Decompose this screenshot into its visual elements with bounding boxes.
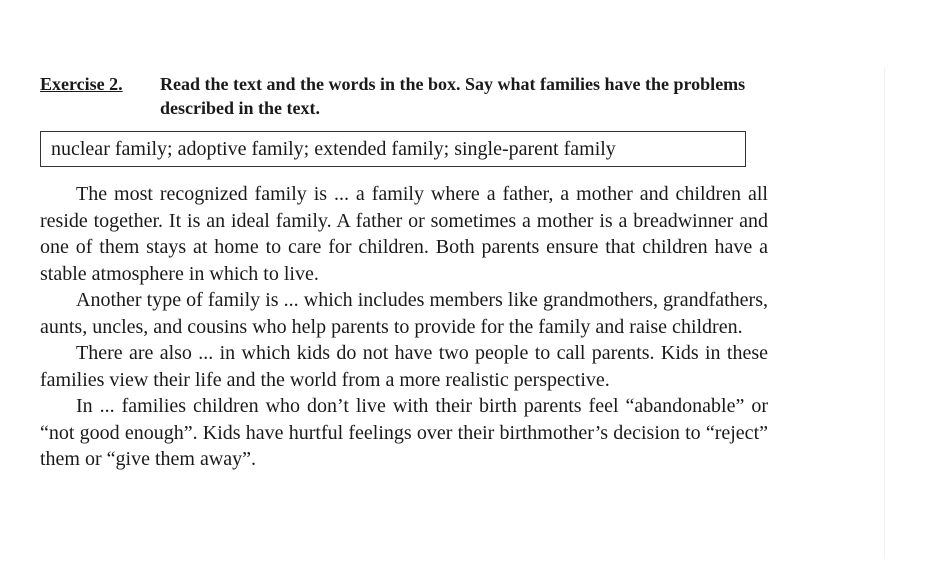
exercise-header bbox=[40, 72, 768, 120]
paragraph-extended: Another type of family is ... which includes members like grandmothers, grandfathers, aunts, uncles, and cousins who help parents to provide for the family and raise children. bbox=[40, 289, 768, 338]
paragraph-single-parent: There are also ... in which kids do not have two people to call parents. Kids in these families view their life and the world from a more realistic perspective. bbox=[40, 342, 768, 391]
exercise-label: Exercise 2. bbox=[40, 74, 123, 94]
reading-text bbox=[40, 181, 768, 473]
paragraph-nuclear: The most recognized family is ... a family where a father, a mother and children all reside together. It is an ideal family. A father or sometimes a mother is a breadwinner and one of them stays at home to care for children. Both parents ensure that children have a stable atmosphere in which to live. bbox=[40, 183, 768, 285]
textbook-page bbox=[40, 72, 768, 473]
page-edge-divider bbox=[884, 68, 885, 558]
exercise-instruction: Read the text and the words in the box. Say what families have the problems described in the text. bbox=[160, 74, 746, 118]
paragraph-adoptive: In ... families children who don’t live with their birth parents feel “abandonable” or “not good enough”. Kids have hurtful feelings over their birthmother’s decision to “reject” them or “give them away”. bbox=[40, 395, 768, 470]
word-box: nuclear family; adoptive family; extended family; single-parent family bbox=[40, 131, 746, 167]
